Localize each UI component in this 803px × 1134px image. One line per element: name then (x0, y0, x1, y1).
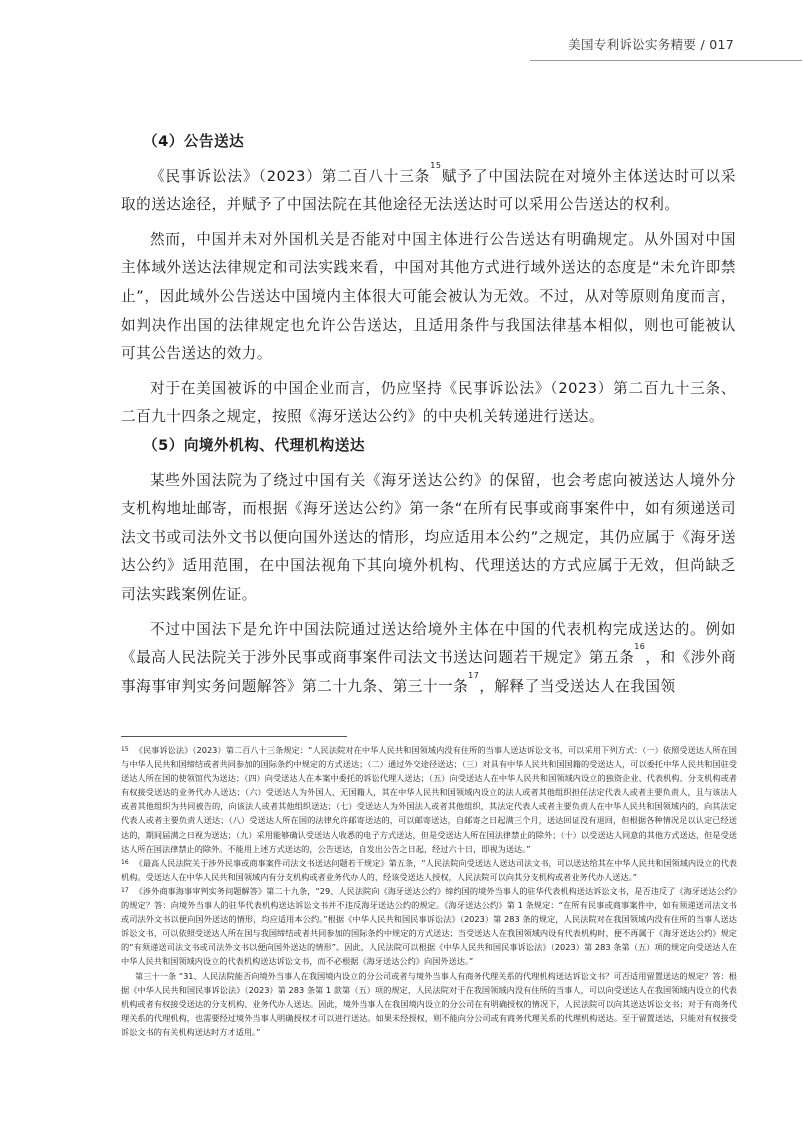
paragraph-4: 某些外国法院为了绕过中国有关《海牙送达公约》的保留，也会考虑向被送达人境外分支机构地址邮寄，而根据《海牙送达公约》第一条“在所有民事或商事案件中，如有须递送司法文书或司法外文书以便向国外送达的情形，均应适用本公约”之规定，其仍应属于《海牙送达公约》适用范围，在中国法视角下其向境外机构、代理送达的方式应属于无效，但尚缺乏司法实践案例佐证。 (121, 471, 736, 603)
footnote-rule (121, 736, 347, 737)
footnote-16 (121, 856, 737, 884)
paragraph-1 (121, 160, 736, 220)
footnote-15 (121, 743, 737, 856)
footnote-ref-15[interactable]: 15 (430, 160, 442, 170)
footnote-17 (121, 884, 737, 1039)
running-header: 美国专利诉讼实务精要 / 017 (568, 37, 734, 52)
paragraph-1-text-a: 《民事诉讼法》（2023）第二百八十三条 (150, 167, 431, 185)
main-text (121, 128, 736, 701)
paragraph-3: 对于在美国被诉的中国企业而言，仍应坚持《民事诉讼法》（2023）第二百九十三条、二百九十四条之规定，按照《海牙送达公约》的中央机关转递进行送达。 (121, 379, 736, 426)
footnote-mark-17: 17 (121, 886, 129, 894)
footnote-mark-15: 15 (121, 746, 129, 753)
paragraph-5-text-a: 不过中国法下是允许中国法院通过送达给境外主体在中国的代表机构完成送达的。例如《最高人民法院关于涉外民事或商事案件司法文书送达问题若干规定》第五条 (121, 620, 736, 667)
paragraph-5-text-c: ，解释了当受送达人在我国领 (479, 677, 676, 695)
paragraph-5-text-b: ，和《涉外商事海事审判实务问题解答》第二十九条、第三十一条 (121, 649, 736, 695)
footnote-17-text-a: 《涉外商事海事审判实务问题解答》第二十九条，“29、人民法院向《海牙送达公约》缔约国的境外当事人的驻华代表机构送达诉讼文书，是否违反了《海牙送达公约》的规定？答：向境外当事人的驻华代表机构送达诉讼文书并不违反海牙送达公约的规定。《海牙送达公约》第 1 条规定：“在所有民事或商事案件中，如有须递送司法文书或司法外文书以便向国外送达的情形，均应适用本公约。”根据《中华人民共和国民事诉讼法》（2023）第 283 条的规定，人民法院对在我国领域内没有住所的当事人送达诉讼文书，可以依照受送达人所在国与我国缔结或者共同参加的国际条约中规定的方式送达；当受送达人在我国领域内设有代表机构时，便不再属于《海牙送达公约》规定的“有须递送司法文书或司法外文书以便向国外送达的情形”。因此，人民法院可以根据《中华人民共和国民事诉讼法》（2023）第 283 条第（五）项的规定向受送达人在中华人民共和国领域内设立的代表机构送达诉讼文书，而不必根据《海牙送达公约》向国外送达。” (121, 885, 737, 967)
paragraph-1-text-b: 赋予了中国法院在对境外主体送达时可以采取的送达途径，并赋予了中国法院在其他途径无法送达时可以采用公告送达的权利。 (121, 167, 736, 214)
section-heading-5: （5）向境外机构、代理机构送达 (143, 436, 365, 454)
footnote-16-text: 《最高人民法院关于涉外民事或商事案件司法文书送达问题若干规定》第五条，“人民法院向受送达人送达司法文书，可以送达给其在中华人民共和国领域内设立的代表机构。受送达人在中华人民共和国领域内有分支机构或者业务代办人的，经该受送达人授权，人民法院可以向其分支机构或者业务代办人送达。” (121, 857, 737, 882)
section-heading-4: （4）公告送达 (143, 133, 245, 150)
footnotes (121, 743, 737, 1039)
header-rule (530, 60, 802, 61)
footnote-mark-16: 16 (121, 858, 129, 866)
footnote-ref-17[interactable]: 17 (468, 670, 480, 680)
footnote-17-text-b: 第三十一条 “31、人民法院能否向境外当事人在我国境内设立的分公司或者与境外当事人有商务代理关系的代理机构送达诉讼文书？可否适用留置送达的规定？答：根据《中华人民共和国民事诉讼法》（2023）第 283 条第 1 款第（五）项的规定，人民法院对于在我国领域内没有住所的当事人，可以向受送达人在我国领域内设立的代表机构或者有权接受送达的分支机构、业务代办人送达。因此，境外当事人在我国境内设立的分公司在有明确授权的情况下，人民法院可以向其送达诉讼文书；对于有商务代理关系的代理机构，也需要经过境外当事人明确授权才可以进行送达。如果未经授权，则不能向分公司或有商务代理关系的代理机构送达。至于留置送达，只能对有权接受诉讼文书的有关机构送达时方才适用。” (121, 970, 737, 1037)
paragraph-2: 然而，中国并未对外国机关是否能对中国主体进行公告送达有明确规定。从外国对中国主体域外送达法律规定和司法实践来看，中国对其他方式进行域外送达的态度是“未允许即禁止”，因此域外公告送达中国境内主体很大可能会被认为无效。不过，从对等原则角度而言，如判决作出国的法律规定也允许公告送达，且适用条件与我国法律基本相似，则也可能被认可其公告送达的效力。 (121, 230, 736, 363)
footnote-ref-16[interactable]: 16 (634, 642, 646, 652)
footnote-15-text: 《民事诉讼法》（2023）第二百八十三条规定：“人民法院对在中华人民共和国领域内没有住所的当事人送达诉讼文书，可以采用下列方式：（一）依照受送达人所在国与中华人民共和国缔结或者共同参加的国际条约中规定的方式送达；（二）通过外交途径送达；（三）对具有中华人民共和国国籍的受送达人，可以委托中华人民共和国驻受送达人所在国的使领馆代为送达；（四）向受送达人在本案中委托的诉讼代理人送达；（五）向受送达人在中华人民共和国领域内设立的独资企业、代表机构、分支机构或者有权接受送达的业务代办人送达；（六）受送达人为外国人、无国籍人，其在中华人民共和国领域内设立的法人或者其他组织担任法定代表人或者主要负责人，且与该法人或者其他组织为共同被告的，向该法人或者其他组织送达；（七）受送达人为外国法人或者其他组织，其法定代表人或者主要负责人在中华人民共和国领域内的，向其法定代表人或者主要负责人送达；（八）受送达人所在国的法律允许邮寄送达的，可以邮寄送达，自邮寄之日起满三个月，送达回证没有退回，但根据各种情况足以认定已经送达的，期间届满之日视为送达；（九）采用能够确认受送达人收悉的电子方式送达，但是受送达人所在国法律禁止的除外；（十）以受送达人同意的其他方式送达，但是受送达人所在国法律禁止的除外。不能用上述方式送达的，公告送达，自发出公告之日起，经过六十日，即视为送达。” (121, 745, 737, 854)
paragraph-5 (121, 616, 736, 702)
